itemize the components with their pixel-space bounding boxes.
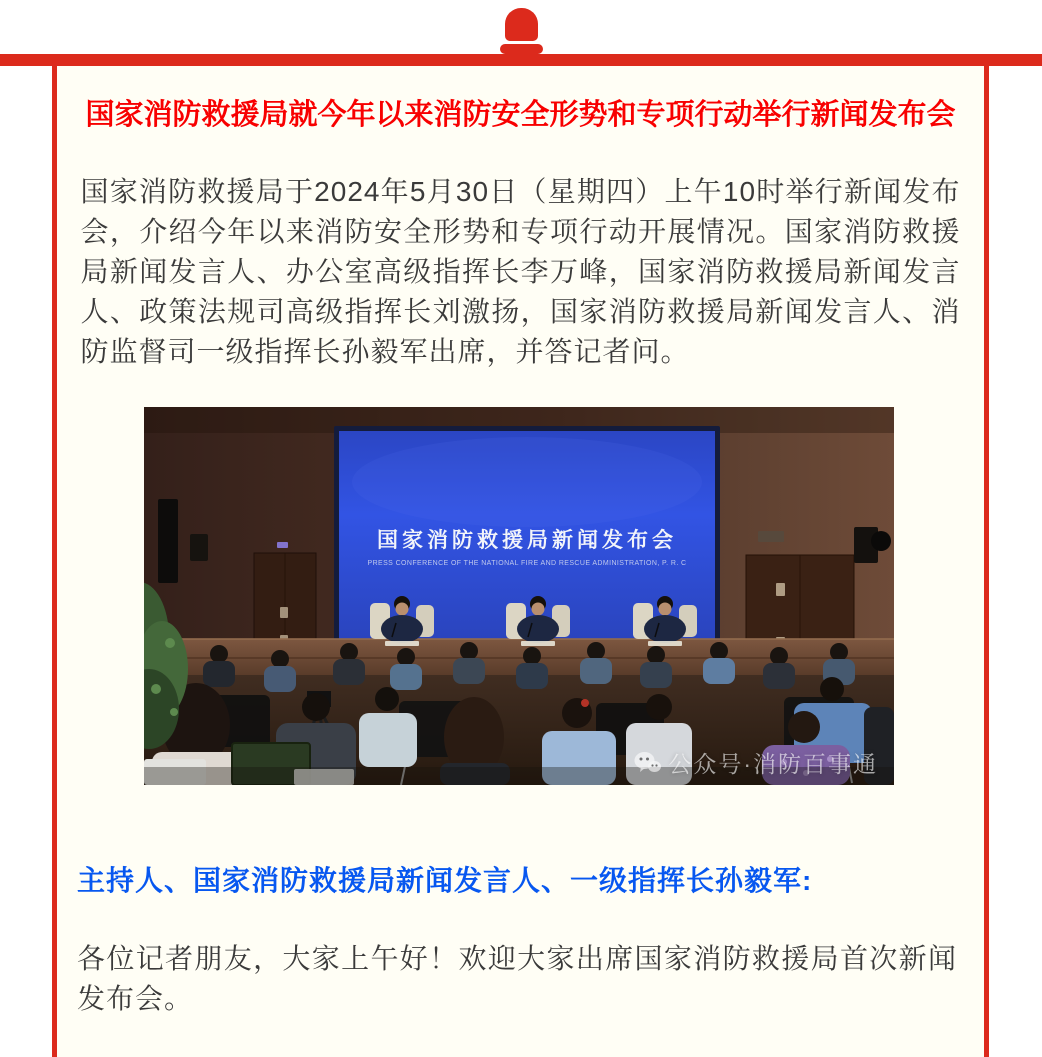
speaker-heading: 主持人、国家消防救援局新闻发言人、一级指挥长孙毅军: <box>77 865 813 896</box>
press-room-scene <box>144 407 894 785</box>
watermark-text: 公众号·消防百事通 <box>668 751 878 777</box>
siren-icon <box>0 8 1042 54</box>
article-title: 国家消防救援局就今年以来消防安全形势和专项行动举行新闻发布会 <box>85 99 956 131</box>
content-panel <box>52 66 989 1057</box>
wechat-icon <box>634 751 661 775</box>
red-divider-bar <box>0 54 1042 66</box>
speech-paragraph: 各位记者朋友，大家上午好！欢迎大家出席国家消防救援局首次新闻发布会。 <box>77 943 957 1014</box>
watermark <box>634 746 878 779</box>
screen-subtitle: PRESS CONFERENCE OF THE NATIONAL FIRE AND RESCUE ADMINISTRATION, P. R. C <box>367 560 687 567</box>
siren-icon-base <box>500 44 543 54</box>
siren-icon-dome <box>505 8 538 41</box>
screen-title: 国家消防救援局新闻发布会 <box>377 529 677 552</box>
press-conference-photo[interactable] <box>144 407 894 785</box>
intro-paragraph: 国家消防救援局于2024年5月30日（星期四）上午10时举行新闻发布会，介绍今年以来消防安全形势和专项行动开展情况。国家消防救援局新闻发言人、办公室高级指挥长李万峰，国家消防救援局新闻发言人、政策法规司高级指挥长刘激扬，国家消防救援局新闻发言人、消防监督司一级指挥长孙毅军出席，并答记者问。 <box>80 176 961 367</box>
